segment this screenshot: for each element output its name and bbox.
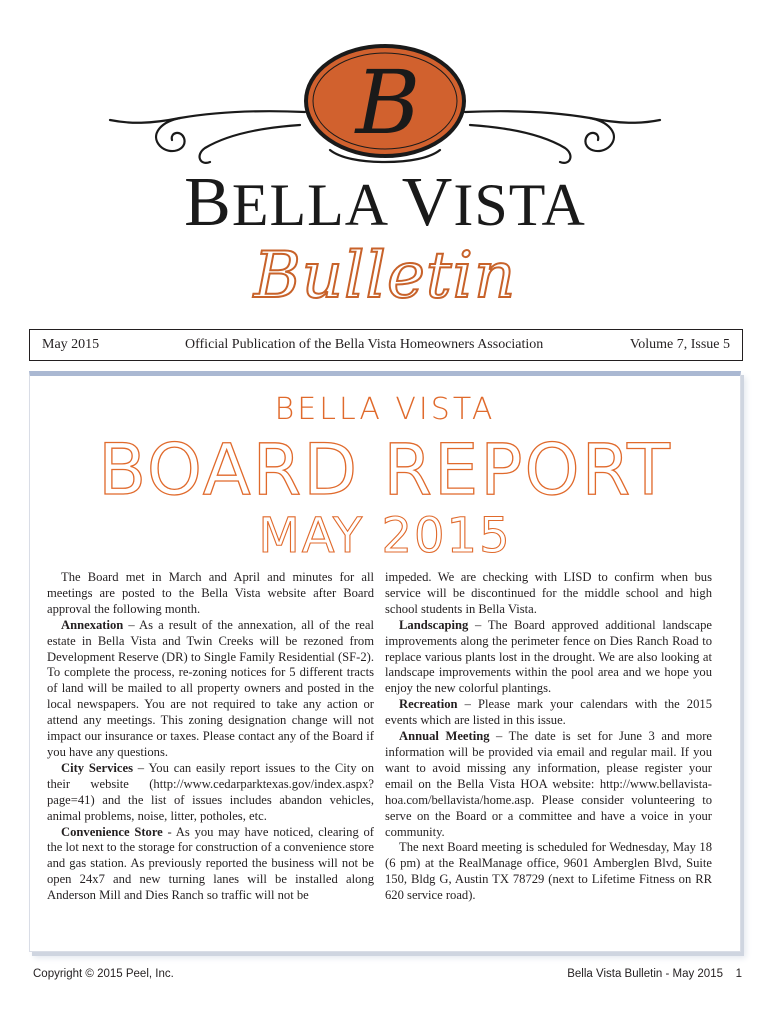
report-kicker: BELLA VISTA <box>274 392 496 427</box>
masthead <box>0 0 770 326</box>
issue-date: May 2015 <box>42 337 100 352</box>
title-cap-b: B <box>184 164 232 241</box>
page-number: 1 <box>735 968 742 980</box>
article-paragraph: Annexation – As a result of the annexation, all of the real estate in Bella Vista and Twin Creeks will be rezoned from Development Reserve (DR) to Single Family Residential (SF-2). To complete the process, re-zoning notices for 5 different tracts of land will be mailed to all property owners and posted in the local newspapers. You are not required to take any action or attend any meetings. This zoning designation change will not impact our insurance or taxes. Please contact any of the Board if you have any questions. <box>47 617 374 759</box>
section-title: Landscaping <box>399 617 469 632</box>
issue-info-bar <box>29 329 743 361</box>
article-column-left <box>47 570 374 920</box>
article-paragraph: City Services – You can easily report issues to the City on their website (http://www.cedarparktexas.gov/index.aspx?page=41) and the list of issues includes abandon vehicles, animal problems, noise, litter, potholes, etc. <box>47 760 374 823</box>
title-part-1: ELLA <box>231 172 402 238</box>
article-paragraph: The next Board meeting is scheduled for Wednesday, May 18 (6 pm) at the RealManage office, 9601 Amberglen Blvd, Suite 150, Bldg G, Austin TX 78729 (next to Lifetime Fitness on RR 620 service road). <box>385 840 712 903</box>
article-paragraph: Convenience Store - As you may have noticed, clearing of the lot next to the storage for construction of a convenience store and gas station. As previously reported the business will not be open 24x7 and new turning lanes will be installed along Anderson Mill and Dies Ranch so traffic will not be <box>47 824 375 903</box>
logo-letter: B <box>355 51 421 154</box>
article-paragraph: Recreation – Please mark your calendars with the 2015 events which are listed in this issue. <box>385 697 712 728</box>
title-part-2: ISTA <box>453 172 586 238</box>
section-title: City Services <box>61 760 133 775</box>
article-paragraph: impeded. We are checking with LISD to confirm when bus service will be discontinued for the middle school and high school students in Bella Vista. <box>385 570 712 616</box>
article-column-right <box>385 570 712 920</box>
title-cap-v: V <box>401 164 454 241</box>
publication-tagline: Official Publication of the Bella Vista Homeowners Association <box>185 337 544 352</box>
article-paragraph: The Board met in March and April and minutes for all meetings are posted to the Bella Vista website after Board approval the following month. <box>47 570 374 616</box>
section-title: Convenience Store <box>61 824 163 839</box>
article-paragraph: Landscaping – The Board approved additional landscape improvements along the perimeter fence on Dies Ranch Road to replace various plants lost in the drought. We are also looking at landscape improvements within the pool area and we hope you enjoy the new colorful plantings. <box>385 617 712 696</box>
article-columns <box>47 570 712 920</box>
section-title: Annual Meeting <box>399 729 490 744</box>
report-subhead: MAY 2015 <box>258 508 512 564</box>
volume-issue: Volume 7, Issue 5 <box>629 337 730 352</box>
section-title: Recreation <box>399 697 458 712</box>
masthead-title <box>0 164 770 241</box>
report-headline: BOARD REPORT <box>98 429 672 511</box>
article-paragraph: Annual Meeting – The date is set for June 3 and more information will be provided via email and regular mail. If you want to avoid missing any information, please register your email on the Bella Vista HOA website: http://www.bellavista-hoa.com/bellavista/home.asp. Please consider volunteering to serve on the Board or a committee and have a voice in your community. <box>385 729 712 839</box>
section-title: Annexation <box>61 617 124 632</box>
footer-issue-label: Bella Vista Bulletin - May 2015 <box>567 968 723 980</box>
masthead-subtitle: Bulletin <box>253 239 517 313</box>
copyright-notice: Copyright © 2015 Peel, Inc. <box>33 968 174 980</box>
